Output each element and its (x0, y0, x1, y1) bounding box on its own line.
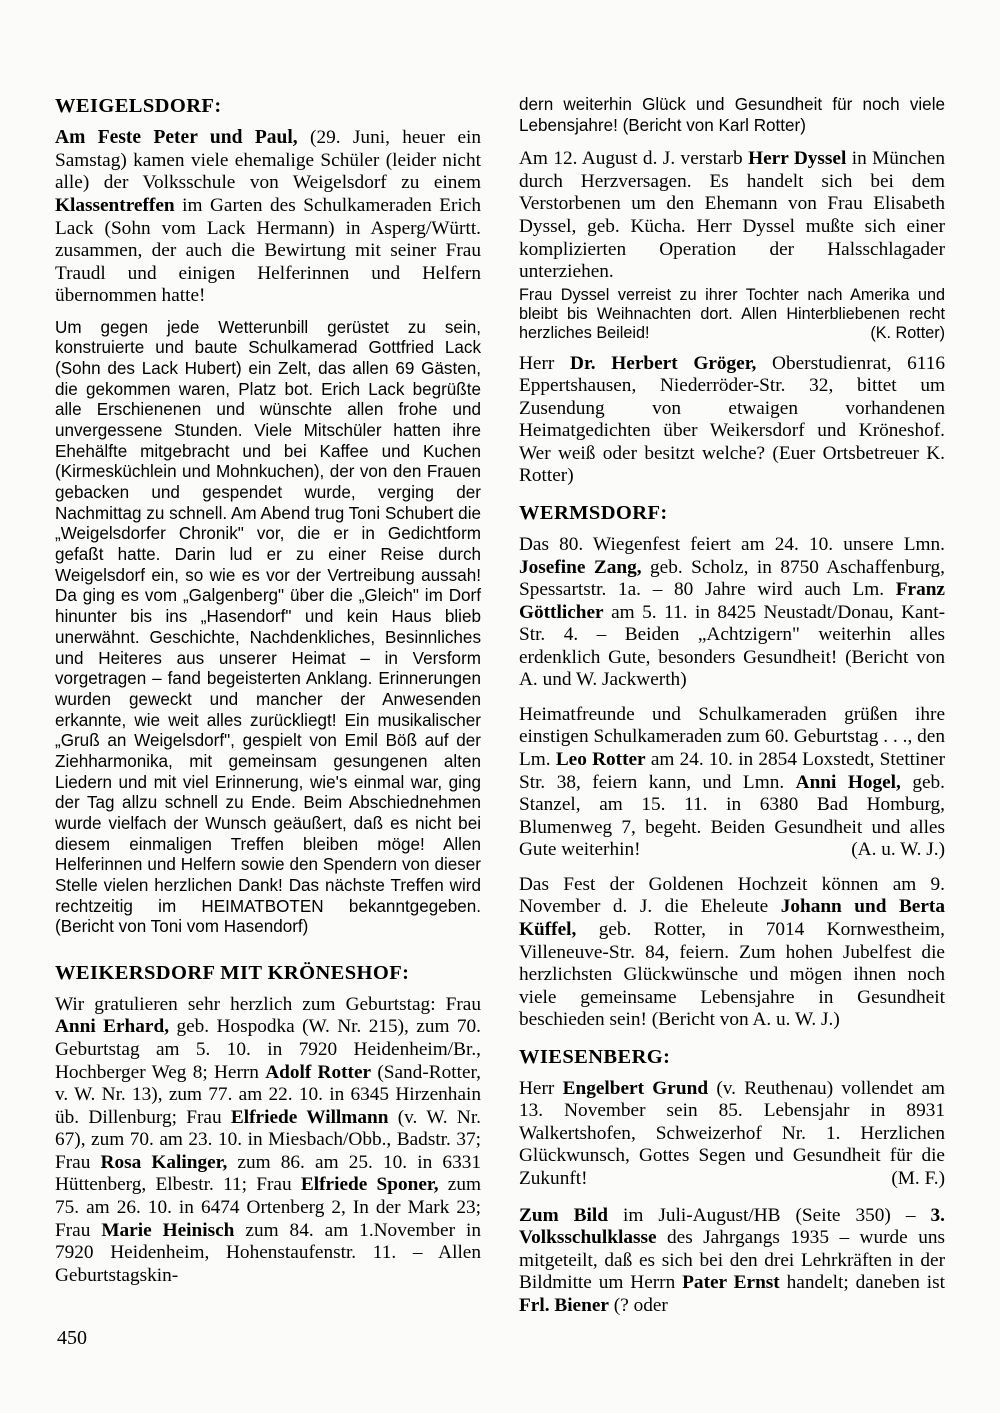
wk-text-d: (Sand-Rotter, v. W. Nr. 13), zum 77. am 22. 10. in 6345 Hirzenhain üb. Dillenburg; Frau (55, 1061, 481, 1128)
wk-name-elfriede-sponer: Elfriede Sponer, (300, 1174, 439, 1196)
dyssel-signature: (K. Rotter) (870, 324, 945, 343)
ws-text-c: (v. Reuthenau) vollendet am 13. November sein 85. Lebensjahr in 8931 Walkertshofen, Schweizerhof Nr. 1. Herzlichen Glückwunsch, Gottes Segen und Gesundheit für die Zukunft! (519, 1077, 946, 1189)
wiesenberg-paragraph-1 (519, 1078, 945, 1191)
wm3-text-c: geb. Rotter, in 7014 Kornwestheim, Villeneuve-Str. 84, feiern. Zum hohen Jubelfest die herzlichsten Glückwünsche und mögen ihnen noch viele gemeinsame Lebensjahre in Gesundheit beschieden sein! (Bericht von A. u. W. J.) (519, 918, 945, 1031)
lead-bold-text-2: Klassentreffen (55, 194, 175, 216)
wm2-text-a: Heimatfreunde und Schulkameraden grüßen ihre einstigen Schulkameraden zum 60. Geburtstag . . ., den Lm. (519, 703, 945, 770)
wk-name-elfriede-willmann: Elfriede Willmann (230, 1106, 389, 1128)
wermsdorf-paragraph-1 (519, 534, 945, 692)
wk-text-c: geb. Hospodka (W. Nr. 215), zum 70. Geburtstag am 5. 10. in 7920 Heidenheim/Br., Hochberger Weg 8; Herrn (55, 1016, 481, 1083)
wermsdorf-paragraph-3 (519, 874, 945, 1032)
dyssel-note-text: Frau Dyssel verreist zu ihrer Tochter nach Amerika und bleibt bis Weihnachten dort. Allen Hinterbliebenen recht herzliches Beileid! (519, 285, 945, 343)
dyssel-text-c: in München durch Herzversagen. Es handelt sich bei dem Verstorbenen um den Ehemann von Frau Elisabeth Dyssel, geb. Kücha. Herr Dyssel mußte sich einer komplizierten Operation der Halsschlagader unterziehen. (519, 148, 945, 283)
lead-bold-text: Am Feste Peter und Paul, (55, 127, 298, 148)
wk-name-adolf-rotter: Adolf Rotter (265, 1061, 372, 1083)
dyssel-text-a: Am 12. August d. J. verstarb (519, 148, 749, 170)
wk-text-g: zum 75. am 26. 10. in 6474 Ortenberg 2, In der Mark 23; Frau (55, 1174, 481, 1241)
wiesenberg-signature: (M. F.) (891, 1168, 945, 1189)
dyssel-obituary-paragraph (519, 148, 945, 283)
page-number: 450 (57, 1327, 87, 1349)
lead-rest-text-2: im Garten des Schulkameraden Erich Lack (Sohn vom Lack Hermann) in Asperg/Württ. zusammen, der auch die Bewirtung mit seiner Frau Traudl und einigen Helferinnen und Helfern übernommen hatte! (55, 194, 481, 307)
wk-text-h: zum 84. am 1.November in 7920 Heidenheim, Hohenstaufenstr. 11. – Allen Geburtstagskin- (55, 1219, 481, 1286)
wk-text-a: Wir gratulieren sehr herzlich zum Geburtstag: Frau (55, 993, 481, 1015)
weigelsdorf-lead-paragraph (55, 127, 481, 308)
wk-text-f: zum 86. am 25. 10. in 6331 Hüttenberg, Elbestr. 11; Frau (55, 1151, 481, 1196)
dyssel-name: Herr Dyssel (748, 148, 847, 170)
ws-text-a: Herr (519, 1077, 563, 1099)
wm-name-kueffel: Johann und Berta Küffel, (519, 896, 945, 940)
lead-rest-text: (29. Juni, heuer ein Samstag) kamen viele ehemalige Schüler (leider nicht alle) der Volksschule von Weigelsdorf zu einem (55, 127, 481, 194)
wk-name-anni-erhard: Anni Erhard, (55, 1016, 170, 1038)
wm3-text-a: Das Fest der Goldenen Hochzeit können am 9. November d. J. die Eheleute (519, 873, 945, 918)
ws-name-engelbert-grund: Engelbert Grund (562, 1077, 709, 1099)
ws2-name-frl-biener: Frl. Biener (519, 1294, 609, 1316)
section-heading-wermsdorf: WERMSDORF: (519, 501, 668, 524)
wermsdorf-paragraph-2 (519, 704, 945, 862)
wm-text-c: geb. Scholz, in 8750 Aschaffenburg, Spessartstr. 1a. – 80 Jahre wird auch Lm. (519, 556, 945, 601)
right-column (519, 95, 946, 1316)
continuation-paragraph: dern weiterhin Glück und Gesundheit für noch viele Lebensjahre! (Bericht von Karl Rotter) (519, 95, 945, 135)
groeger-name: Dr. Herbert Gröger, (570, 352, 757, 374)
wiesenberg-paragraph-2 (519, 1205, 945, 1318)
ws2-text-d: handelt; daneben ist (779, 1272, 945, 1294)
wm-name-leo-rotter: Leo Rotter (555, 749, 646, 770)
left-column (55, 95, 481, 1310)
ws2-bold-zum-bild: Zum Bild (519, 1204, 608, 1226)
groeger-text-a: Herr (519, 352, 571, 374)
ws2-name-pater-ernst: Pater Ernst (682, 1272, 780, 1294)
weigelsdorf-body-paragraph: Um gegen jede Wetterunbill gerüstet zu sein, konstruierte und baute Schulkamerad Gottfried Lack (Sohn des Lack Hubert) ein Zelt, das allen 69 Gästen, die gekommen waren, Platz bot. Erich Lack begrüßte alle Erschienenen und wünschte allen frohe und unvergessene Stunden. Viele Mitschüler hatten ihre Ehehälfte mitgebracht und bei Kaffee und Kuchen (Kirmesküchlein und Mohnkuchen), der von den Frauen gebacken und gespendet wurde, verging der Nachmittag zu schnell. Am Abend trug Toni Schubert die „Weigelsdorfer Chronik" vor, die er in Gedichtform gefaßt hatte. Darin lud er zu einer Reise durch Weigelsdorf ein, so wie es vor der Vertreibung aussah! Da ging es vom „Galgenberg" über die „Gleich" im Dorf hinunter bis ins „Hasendorf" und kein Haus blieb unerwähnt. Geschichte, Nachdenkliches, Besinnliches und Heiteres aus unserer Heimat – in Versform vorgetragen – fand begeisterten Anklang. Erinnerungen wurden geweckt und mancher der Anwesenden erkannte, wie weit alles zurückliegt! Ein musikalischer „Gruß an Weigelsdorf", gespielt von Emil Böß auf der Ziehharmonika, mit gemeinsam gesungenen alten Liedern und mit viel Erinnerung, wie's einmal war, ging der Tag allzu schnell zu Ende. Beim Abschiednehmen wurde vielfach der Wunsch geäußert, daß es nicht bei diesem einmaligen Treffen bleiben möge! Allen Helferinnen und Helfern sowie den Spendern von dieser Stelle vielen herzlichen Dank! Das nächste Treffen wird rechtzeitig im HEIMATBOTEN bekanntgegeben. (Bericht von Toni vom Hasendorf) (55, 317, 481, 937)
dyssel-note-paragraph (519, 286, 945, 344)
section-heading-weigelsdorf: WEIGELSDORF: (55, 95, 222, 117)
wermsdorf-signature: (A. u. W. J.) (851, 839, 945, 861)
wk-name-rosa-kalinger: Rosa Kalinger, (100, 1151, 228, 1173)
ws2-text-a: im Juli-August/HB (Seite 350) – (607, 1204, 931, 1226)
ws2-bold-volksschulklasse: 3. Volksschulklasse (519, 1204, 945, 1249)
ws2-text-e: (? oder (608, 1294, 668, 1316)
two-column-layout (55, 95, 946, 1316)
groeger-request-paragraph (519, 353, 945, 488)
wm-name-josefine-zang: Josefine Zang, (519, 556, 642, 578)
section-heading-wiesenberg: WIESENBERG: (519, 1045, 671, 1068)
wk-name-marie-heinisch: Marie Heinisch (101, 1219, 235, 1241)
wk-text-e: (v. W. Nr. 67), zum 70. am 23. 10. in Miesbach/Obb., Badstr. 37; Frau (55, 1106, 481, 1173)
ws2-text-c: des Jahrgangs 1935 – wurde uns mitgeteilt, daß es sich bei den drei Lehrkräften in der Bildmitte um Herrn (519, 1227, 945, 1294)
wm2-text-d: geb. Stanzel, am 15. 11. in 6380 Bad Homburg, Blumenweg 7, begeht. Beiden Gesundheit und alles Gute weiterhin! (519, 771, 945, 861)
wm2-text-c: am 24. 10. in 2854 Loxstedt, Stettiner Str. 38, feiern kann, und Lmn. (519, 749, 946, 793)
wm-name-anni-hogel: Anni Hogel, (795, 771, 901, 793)
wm-text-a: Das 80. Wiegenfest feiert am 24. 10. unsere Lmn. (519, 533, 945, 555)
weikersdorf-birthday-paragraph (55, 994, 481, 1287)
section-heading-weikersdorf: WEIKERSDORF MIT KRÖNESHOF: (55, 961, 410, 984)
groeger-text-c: Oberstudienrat, 6116 Eppertshausen, Niederröder-Str. 32, bittet um Zusendung von etwaigen vorhandenen Heimatgedichten über Weikersdorf und Kröneshof. Wer weiß oder besitzt welche? (Euer Ortsbetreuer K. Rotter) (519, 352, 945, 487)
wm-name-franz-goettlicher: Franz Göttlicher (519, 579, 945, 623)
wm-text-d: am 5. 11. in 8425 Neustadt/Donau, Kant-Str. 4. – Beiden „Achtzigern" weiterhin alles erdenklich Gute, besonders Gesundheit! (Bericht von A. und W. Jackwerth) (519, 601, 945, 691)
